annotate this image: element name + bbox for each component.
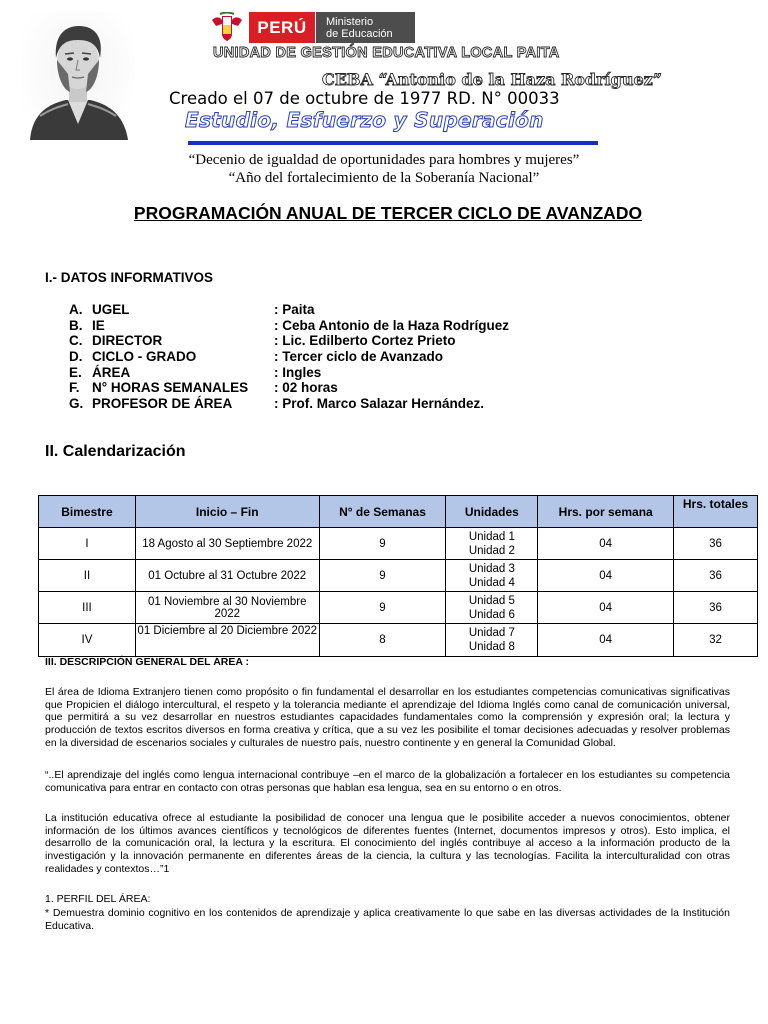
unit-label: Unidad 6 bbox=[468, 608, 515, 621]
info-label: UGEL bbox=[92, 302, 130, 317]
info-letter: E. bbox=[69, 364, 82, 380]
description-paragraph-3: La institución educativa ofrece al estudiante la posibilidad de conocer una lengua que le posibilite acceder a nuevos conocimientos, obtener información de los últimos avances científicos y tecnológicos de diferentes fuentes (Internet, documentos impresos y otros). Esto implica, el desarrollo de la comunicación oral, la lectura y la escritura. El conocimiento del inglés contribuye al acceso a la información producto de la investigación y la innovación permanente en diferentes áreas de la ciencia, la cultura y las tecnologías. Facilita la interculturalidad con otras realidades y contextos…”1 bbox=[45, 812, 730, 875]
cell-semanas: 9 bbox=[319, 560, 446, 592]
info-label: DIRECTOR bbox=[92, 333, 163, 349]
cell-unidades bbox=[446, 624, 538, 657]
unit-label: Unidad 4 bbox=[468, 576, 515, 589]
info-letter: F. bbox=[69, 380, 80, 396]
cell-unidades bbox=[446, 560, 538, 592]
cell-semanas: 8 bbox=[319, 624, 446, 657]
info-value: : Tercer ciclo de Avanzado bbox=[274, 349, 444, 365]
info-value: : Ceba Antonio de la Haza Rodríguez bbox=[274, 317, 510, 333]
unit-label: Unidad 2 bbox=[468, 544, 515, 557]
cell-semanas: 9 bbox=[319, 528, 446, 560]
info-letter: G. bbox=[69, 396, 84, 412]
description-paragraph-2: “..El aprendizaje del inglés como lengua internacional contribuye –en el marco de la globalización a fortalecer en los estudiantes su competencia comunicativa para entrar en contacto con otras personas que hablan esa lengua, sea en su entorno o en otros. bbox=[45, 769, 730, 794]
ministerio-line2: de Educación bbox=[326, 27, 393, 40]
unit-label: Unidad 8 bbox=[468, 641, 515, 653]
table-row bbox=[39, 624, 758, 657]
header-hrs-totales: Hrs. totales bbox=[674, 496, 758, 528]
cell-hrs-semana: 04 bbox=[538, 560, 674, 592]
cell-periodo: 18 Agosto al 30 Septiembre 2022 bbox=[135, 528, 319, 560]
header-bimestre: Bimestre bbox=[39, 496, 136, 528]
peru-coat-of-arms-icon bbox=[210, 12, 244, 42]
info-value: : Paita bbox=[274, 302, 315, 317]
info-value: : 02 horas bbox=[274, 380, 338, 396]
cell-unidades bbox=[446, 528, 538, 560]
unit-label: Unidad 7 bbox=[468, 627, 515, 639]
info-value: : Lic. Edilberto Cortez Prieto bbox=[274, 333, 456, 349]
section1-heading: I.- DATOS INFORMATIVOS bbox=[45, 270, 213, 285]
info-value: : Ingles bbox=[274, 364, 322, 380]
table-row bbox=[39, 560, 758, 592]
cell-periodo: 01 Octubre al 31 Octubre 2022 bbox=[135, 560, 319, 592]
table-row bbox=[39, 592, 758, 624]
info-letter: D. bbox=[69, 349, 83, 365]
peru-label: PERÚ bbox=[257, 17, 307, 37]
ministerio-logo bbox=[316, 12, 415, 43]
anio-line: “Año del fortalecimiento de la Soberanía Nacional” bbox=[228, 170, 540, 186]
cell-periodo: 01 Diciembre al 20 Diciembre 2022 bbox=[135, 624, 319, 657]
perfil-item: * Demuestra dominio cognitivo en los contenidos de aprendizaje y aplica creativamente lo que sabe en las diversas actividades de la Institución Educativa. bbox=[45, 907, 730, 932]
decenio-line: “Decenio de igualdad de oportunidades para hombres y mujeres” bbox=[188, 152, 580, 168]
table-header-row bbox=[39, 496, 758, 528]
cell-hrs-semana: 04 bbox=[538, 592, 674, 624]
section3-heading: III. DESCRIPCIÓN GENERAL DEL ÁREA : bbox=[45, 656, 249, 668]
ministerio-line1: Ministerio bbox=[326, 15, 374, 28]
unit-label: Unidad 3 bbox=[468, 562, 515, 575]
peru-logo bbox=[249, 12, 315, 43]
info-letter: B. bbox=[69, 317, 83, 333]
motto: Estudio, Esfuerzo y Superación bbox=[185, 108, 544, 132]
info-letter: C. bbox=[69, 333, 83, 349]
cell-hrs-semana: 04 bbox=[538, 624, 674, 657]
cell-hrs-totales: 36 bbox=[674, 560, 758, 592]
portrait-image bbox=[22, 12, 134, 140]
info-label: ÁREA bbox=[92, 364, 131, 380]
info-label: PROFESOR DE ÁREA bbox=[92, 396, 233, 412]
info-label: CICLO - GRADO bbox=[92, 349, 197, 365]
cell-hrs-semana: 04 bbox=[538, 528, 674, 560]
header-inicio-fin: Inicio – Fin bbox=[135, 496, 319, 528]
cell-bimestre: III bbox=[39, 592, 136, 624]
info-label: IE bbox=[92, 317, 105, 333]
perfil-heading: 1. PERFIL DEL ÁREA: bbox=[45, 893, 151, 905]
table-row bbox=[39, 528, 758, 560]
cell-periodo: 01 Noviembre al 30 Noviembre 2022 bbox=[135, 592, 319, 624]
header-semanas: N° de Semanas bbox=[319, 496, 446, 528]
cell-unidades bbox=[446, 592, 538, 624]
info-value: : Prof. Marco Salazar Hernández. bbox=[274, 396, 485, 412]
section2-heading: II. Calendarización bbox=[45, 443, 186, 460]
info-letter: A. bbox=[69, 302, 83, 317]
cell-bimestre: IV bbox=[39, 624, 136, 657]
unit-label: Unidad 5 bbox=[468, 594, 515, 607]
cell-semanas: 9 bbox=[319, 592, 446, 624]
creation-line: Creado el 07 de octubre de 1977 RD. N° 00033 bbox=[169, 89, 560, 108]
unit-label: Unidad 1 bbox=[468, 530, 515, 543]
cell-bimestre: II bbox=[39, 560, 136, 592]
document-title: PROGRAMACIÓN ANUAL DE TERCER CICLO DE AVANZADO bbox=[133, 203, 643, 223]
cell-bimestre: I bbox=[39, 528, 136, 560]
cell-hrs-totales: 36 bbox=[674, 592, 758, 624]
header-hrs-semana: Hrs. por semana bbox=[538, 496, 674, 528]
calendar-table bbox=[38, 495, 758, 657]
ugel-title: UNIDAD DE GESTIÓN EDUCATIVA LOCAL PAITA bbox=[213, 45, 560, 61]
info-label: N° HORAS SEMANALES bbox=[92, 380, 249, 396]
cell-hrs-totales: 32 bbox=[674, 624, 758, 657]
ceba-title: CEBA “Antonio de la Haza Rodríguez” bbox=[322, 70, 662, 89]
cell-hrs-totales: 36 bbox=[674, 528, 758, 560]
header-unidades: Unidades bbox=[446, 496, 538, 528]
header-divider bbox=[188, 141, 598, 145]
description-paragraph-1: El área de Idioma Extranjero tienen como propósito o fin fundamental el desarrollar en los estudiantes competencias comunicativas significativas que Propicien el diálogo intercultural, el respeto y la tolerancia mediante el aprendizaje del Idioma Inglés como canal de comunicación universal, que permitirá a su vez desarrollar en nuestros estudiantes capacidades fundamentales como la comprensión y expresión oral; la lectura y producción de textos escritos diversos en forma creativa y crítica, que a su vez les posibilite el tomar decisiones adecuadas y resolver problemas en la diversidad de escenarios sociales y culturales de nuestro país, nuestro continente y en general la Comunidad Global. bbox=[45, 686, 730, 749]
